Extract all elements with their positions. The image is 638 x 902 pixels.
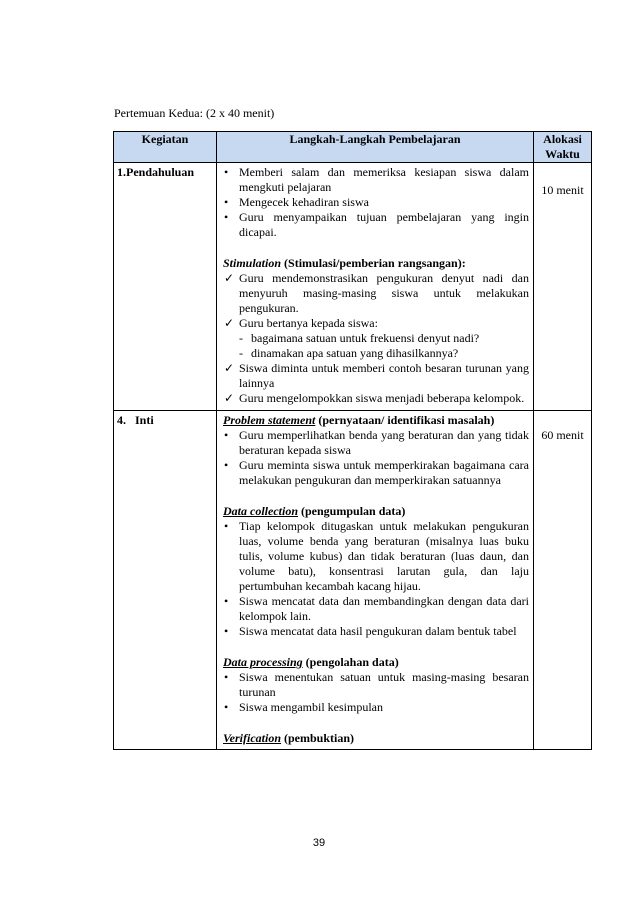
bullet-icon: • <box>224 428 229 442</box>
bullet-icon: • <box>224 670 229 684</box>
time-cell: 60 menit <box>534 411 592 750</box>
section-heading-verification: Verification (pembuktian) <box>223 731 355 745</box>
checkmark-icon: ✓ <box>224 391 235 405</box>
list-item: • Siswa mengambil kesimpulan <box>224 700 383 714</box>
dash-icon: - <box>239 331 243 345</box>
section-heading-data-processing: Data processing (pengolahan data) <box>223 655 399 669</box>
list-item: • Tiap kelompok ditugaskan untuk melakukan pengukuran luas, volume benda yang beraturan (misalnya luas buku tulis, volume kubus) dan tidak beraturan (luas daun, dan volume batu), konsentrasi larutan gula, dan laju pertumbuhan kecambah kacang hijau. <box>224 519 529 593</box>
steps-cell <box>217 163 534 411</box>
dash-icon: - <box>239 346 243 360</box>
bullet-icon: • <box>224 458 229 472</box>
header-alokasi <box>534 132 592 163</box>
bullet-icon: • <box>224 594 229 608</box>
kegiatan-cell: 4. Inti <box>114 411 217 750</box>
learning-steps-table <box>113 131 592 750</box>
list-item: • Guru meminta siswa untuk memperkirakan bagaimana cara melakukan pengukuran dan memperkirakan satuannya <box>224 458 529 487</box>
list-item: - bagaimana satuan untuk frekuensi denyut nadi? <box>239 331 480 345</box>
list-item: - dinamakan apa satuan yang dihasilkannya? <box>239 346 459 360</box>
bullet-icon: • <box>224 210 229 224</box>
header-alokasi-line2: Waktu <box>545 147 580 161</box>
checkmark-icon: ✓ <box>224 271 235 285</box>
list-item: • Siswa mencatat data hasil pengukuran dalam bentuk tabel <box>224 624 517 638</box>
list-item: • Siswa menentukan satuan untuk masing-masing besaran turunan <box>224 670 529 699</box>
section-heading-stimulation: Stimulation (Stimulasi/pemberian rangsangan): <box>223 256 466 270</box>
bullet-icon: • <box>224 519 229 533</box>
list-item: ✓ Guru bertanya kepada siswa: <box>224 316 378 330</box>
list-item: ✓ Siswa diminta untuk memberi contoh besaran turunan yang lainnya <box>224 361 529 390</box>
time-cell: 10 menit <box>534 163 592 411</box>
section-heading-data-collection: Data collection (pengumpulan data) <box>223 504 406 518</box>
list-item: • Siswa mencatat data dan membandingkan dengan data dari kelompok lain. <box>224 594 529 623</box>
meeting-title: Pertemuan Kedua: (2 x 40 menit) <box>114 106 275 120</box>
page-number: 39 <box>312 837 326 849</box>
list-item: • Guru memperlihatkan benda yang beraturan dan yang tidak beraturan kepada siswa <box>224 428 529 457</box>
list-item: • Mengecek kehadiran siswa <box>224 195 369 209</box>
list-item: ✓ Guru mendemonstrasikan pengukuran denyut nadi dan menyuruh masing-masing siswa untuk melakukan pengukuran. <box>224 271 529 315</box>
list-item: • Memberi salam dan memeriksa kesiapan siswa dalam mengkuti pelajaran <box>224 165 529 194</box>
section-heading-problem-statement: Problem statement (pernyataan/ identifikasi masalah) <box>223 413 495 427</box>
table-row-pendahuluan <box>114 163 592 411</box>
steps-cell <box>217 411 534 750</box>
header-kegiatan: Kegiatan <box>114 132 217 163</box>
bullet-icon: • <box>224 624 229 638</box>
list-item: • Guru menyampaikan tujuan pembelajaran yang ingin dicapai. <box>224 210 529 239</box>
table-row-inti <box>114 411 592 750</box>
checkmark-icon: ✓ <box>224 361 235 375</box>
bullet-icon: • <box>224 195 229 209</box>
checkmark-icon: ✓ <box>224 316 235 330</box>
list-item: ✓ Guru mengelompokkan siswa menjadi beberapa kelompok. <box>224 391 525 405</box>
header-langkah: Langkah-Langkah Pembelajaran <box>217 132 534 163</box>
bullet-icon: • <box>224 165 229 179</box>
header-alokasi-line1: Alokasi <box>543 132 582 146</box>
table-header-row <box>114 132 592 163</box>
kegiatan-cell: 1.Pendahuluan <box>114 163 217 411</box>
bullet-icon: • <box>224 700 229 714</box>
